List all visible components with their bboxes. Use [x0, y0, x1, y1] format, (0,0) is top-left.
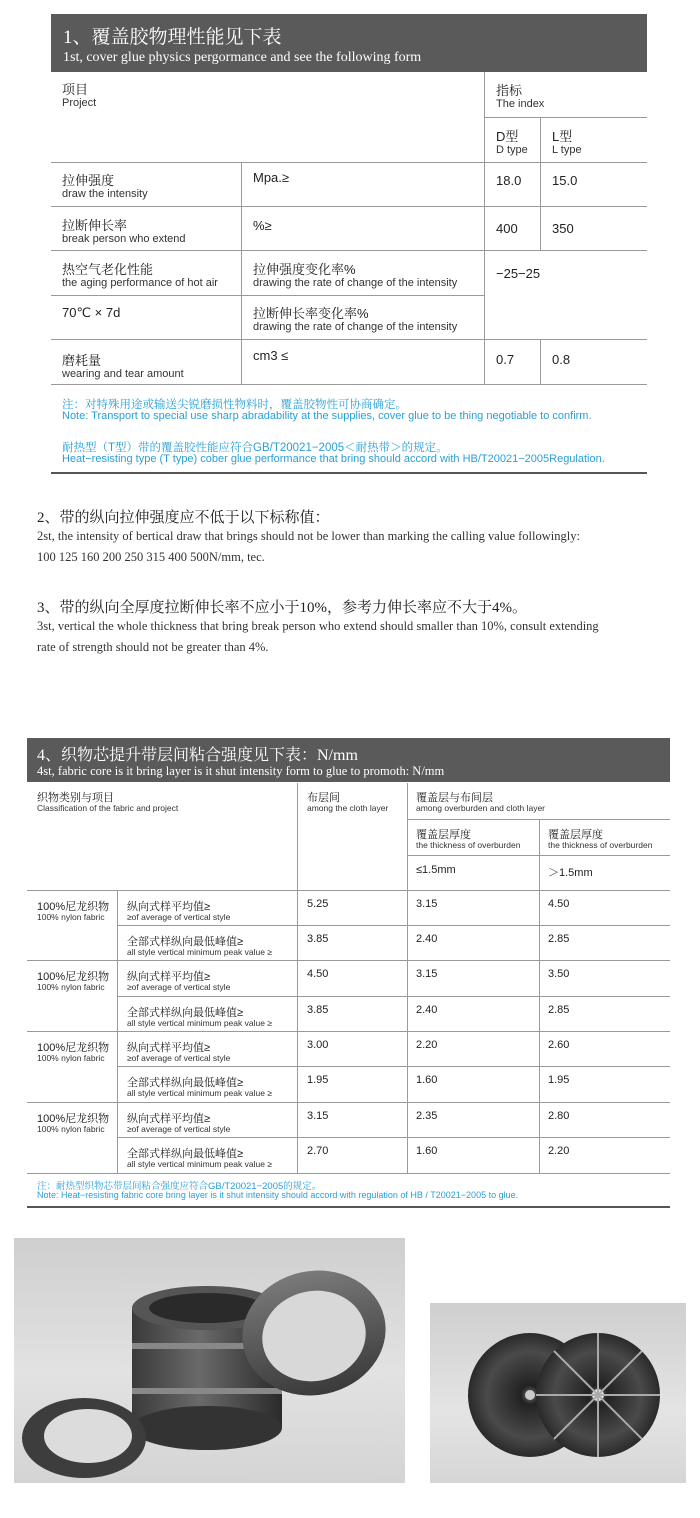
note2-en: Heat−resisting type (T type) cober glue performance that bring should accord with HB/T20021−2005Regulation.: [62, 453, 605, 465]
divider: [540, 117, 541, 162]
row-l-value: 0.8: [552, 352, 571, 367]
divider: [407, 783, 408, 1173]
divider: [540, 339, 541, 384]
item-en: all style vertical minimum peak value ≥: [127, 1159, 272, 1169]
row-label-zh: 热空气老化性能: [62, 262, 154, 277]
section1-title-zh: 1、覆盖胶物理性能见下表: [63, 27, 282, 48]
header-thickness-zh: 覆盖层厚度: [416, 829, 471, 841]
le-value: 3.15: [416, 898, 438, 910]
fabric-label-zh: 100%尼龙织物: [37, 1113, 110, 1125]
fabric-label-en: 100% nylon fabric: [37, 982, 105, 992]
section4-header-bar: [27, 738, 670, 782]
header-l-type-en: L type: [552, 144, 582, 156]
header-overburden-zh: 覆盖层与布间层: [416, 792, 493, 804]
le-value: 2.40: [416, 933, 438, 945]
row-label-en: the aging performance of hot air: [62, 277, 218, 289]
gt-value: 2.60: [548, 1039, 570, 1051]
header-thickness-en: the thickness of overburden: [416, 840, 521, 850]
divider: [27, 960, 670, 961]
note1-zh: 注：对特殊用途或输送尖锐磨损性物料时，覆盖胶物性可协商确定。: [62, 399, 407, 411]
header-index-en: The index: [496, 98, 545, 110]
divider: [117, 1137, 670, 1138]
row-unit: Mpa.≥: [253, 170, 290, 185]
divider: [27, 1173, 670, 1174]
product-photo-belt-coils: [430, 1303, 686, 1483]
le-value: 1.60: [416, 1074, 438, 1086]
divider: [27, 890, 670, 891]
le-value: 2.35: [416, 1110, 438, 1122]
item-en: all style vertical minimum peak value ≥: [127, 1018, 272, 1028]
header-le-15: ≤1.5mm: [416, 864, 456, 876]
divider: [117, 925, 670, 926]
header-cloth-en: among the cloth layer: [307, 803, 389, 813]
row-label-en: break person who extend: [62, 233, 186, 245]
header-class-zh: 织物类别与项目: [37, 792, 114, 804]
gt-value: 3.50: [548, 968, 570, 980]
gt-value: 2.85: [548, 933, 570, 945]
divider: [51, 384, 647, 385]
belt-coils-illustration: [430, 1303, 686, 1483]
item-zh: 全部式样纵向最低峰值≥: [127, 1077, 244, 1089]
divider: [117, 1066, 670, 1067]
header-l-type-zh: L型: [552, 129, 573, 144]
section2-en-line1: 2st, the intensity of bertical draw that brings should not be lower than marking the calling value followingly:: [37, 529, 580, 543]
row-label-zh: 70℃ × 7d: [62, 305, 121, 320]
row-unit: 拉断伸长率变化率%: [253, 306, 369, 321]
header-class-en: Classification of the fabric and project: [37, 803, 179, 813]
gt-value: 2.20: [548, 1145, 570, 1157]
row-unit: %≥: [253, 218, 272, 233]
gt-value: 2.85: [548, 1004, 570, 1016]
item-en: ≥of average of vertical style: [127, 912, 231, 922]
fabric-label-en: 100% nylon fabric: [37, 1053, 105, 1063]
row-d-value: 400: [496, 221, 518, 236]
cloth-value: 3.85: [307, 1004, 329, 1016]
merged-value: −25−25: [496, 266, 541, 281]
section1-title-en: 1st, cover glue physics pergormance and see the following form: [63, 50, 422, 65]
divider: [51, 162, 647, 163]
section4-title-en: 4st, fabric core is it bring layer is it shut intensity form to glue to promoth: N/mm: [37, 764, 445, 778]
item-en: ≥of average of vertical style: [127, 982, 231, 992]
divider: [51, 206, 647, 207]
header-cloth-zh: 布层间: [307, 792, 340, 804]
row-unit-en: drawing the rate of change of the intensity: [253, 277, 458, 289]
row-label-en: draw the intensity: [62, 188, 148, 200]
row-l-value: 15.0: [552, 173, 578, 188]
cloth-value: 3.15: [307, 1110, 329, 1122]
section1-header-bar: [51, 14, 647, 72]
cloth-value: 5.25: [307, 898, 329, 910]
divider: [484, 117, 647, 118]
note2-zh: 耐热型（T型）带的覆盖胶性能应符合GB/T20021−2005＜耐热带＞的规定。: [62, 442, 448, 454]
le-value: 2.20: [416, 1039, 438, 1051]
row-d-value: 18.0: [496, 173, 522, 188]
cloth-value: 3.85: [307, 933, 329, 945]
section4-bottom-rule: [27, 1206, 670, 1208]
row-unit: 拉伸强度变化率%: [253, 262, 356, 277]
header-overburden-en: among overburden and cloth layer: [416, 803, 545, 813]
item-zh: 纵向式样平均值≥: [127, 1042, 211, 1054]
divider: [51, 295, 484, 296]
row-d-value: 0.7: [496, 352, 515, 367]
product-photo-belt-rolls: [14, 1238, 405, 1483]
divider: [51, 339, 647, 340]
gt-value: 2.80: [548, 1110, 570, 1122]
le-value: 1.60: [416, 1145, 438, 1157]
header-d-type-en: D type: [496, 144, 528, 156]
fabric-label-zh: 100%尼龙织物: [37, 1042, 110, 1054]
item-en: all style vertical minimum peak value ≥: [127, 1088, 272, 1098]
fabric-label-en: 100% nylon fabric: [37, 912, 105, 922]
section2-zh: 2、带的纵向拉伸强度应不低于以下标称值：: [37, 510, 330, 526]
item-zh: 全部式样纵向最低峰值≥: [127, 1007, 244, 1019]
fabric-label-zh: 100%尼龙织物: [37, 901, 110, 913]
header-d-type-zh: D型: [496, 129, 519, 144]
divider: [484, 72, 485, 384]
item-zh: 全部式样纵向最低峰值≥: [127, 936, 244, 948]
divider: [297, 783, 298, 1173]
item-en: ≥of average of vertical style: [127, 1124, 231, 1134]
item-zh: 纵向式样平均值≥: [127, 971, 211, 983]
header-project-en: Project: [62, 97, 97, 109]
header-thickness-en: the thickness of overburden: [548, 840, 653, 850]
cloth-value: 3.00: [307, 1039, 329, 1051]
item-zh: 全部式样纵向最低峰值≥: [127, 1148, 244, 1160]
header-gt-15: ＞1.5mm: [548, 867, 593, 879]
divider: [241, 162, 242, 384]
cloth-value: 2.70: [307, 1145, 329, 1157]
section3-zh: 3、带的纵向全厚度拉断伸长率不应小于10%，参考力伸长率应不大于4%。: [37, 600, 527, 616]
item-en: all style vertical minimum peak value ≥: [127, 947, 272, 957]
header-index-zh: 指标: [496, 83, 523, 98]
row-l-value: 350: [552, 221, 574, 236]
section2-en-line2: 100 125 160 200 250 315 400 500N/mm, tec.: [37, 550, 265, 564]
divider: [117, 996, 670, 997]
cloth-value: 1.95: [307, 1074, 329, 1086]
section4-note-zh: 注：耐热型织物芯带层间粘合强度应符合GB/T20021−2005的规定。: [37, 1181, 322, 1192]
section1-bottom-rule: [51, 472, 647, 474]
item-zh: 纵向式样平均值≥: [127, 901, 211, 913]
section3-en-line1: 3st, vertical the whole thickness that bring break person who extend should smaller than 10%, consult extending: [37, 619, 599, 633]
le-value: 2.40: [416, 1004, 438, 1016]
fabric-label-zh: 100%尼龙织物: [37, 971, 110, 983]
gt-value: 4.50: [548, 898, 570, 910]
section3-en-line2: rate of strength should not be greater than 4%.: [37, 640, 269, 654]
cloth-value: 4.50: [307, 968, 329, 980]
item-en: ≥of average of vertical style: [127, 1053, 231, 1063]
divider: [27, 1102, 670, 1103]
item-zh: 纵向式样平均值≥: [127, 1113, 211, 1125]
row-label-zh: 磨耗量: [62, 353, 102, 368]
le-value: 3.15: [416, 968, 438, 980]
divider: [51, 250, 647, 251]
divider: [27, 1031, 670, 1032]
row-label-zh: 拉伸强度: [62, 173, 115, 188]
belt-rolls-illustration: [14, 1238, 405, 1483]
header-project-zh: 项目: [62, 82, 89, 97]
header-thickness-zh: 覆盖层厚度: [548, 829, 603, 841]
fabric-label-en: 100% nylon fabric: [37, 1124, 105, 1134]
divider: [407, 855, 670, 856]
row-unit-en: drawing the rate of change of the intensity: [253, 321, 458, 333]
divider: [407, 819, 670, 820]
row-label-zh: 拉断伸长率: [62, 218, 128, 233]
gt-value: 1.95: [548, 1074, 570, 1086]
row-label-en: wearing and tear amount: [62, 368, 184, 380]
note1-en: Note: Transport to special use sharp abradability at the supplies, cover glue to be thing negotiable to confirm.: [62, 410, 592, 422]
section4-title-zh: 4、织物芯提升带层间粘合强度见下表：N/mm: [37, 747, 358, 764]
section4-note-en: Note: Heat−resisting fabric core bring layer is it shut intensity should accord with regulation of HB / T20021−2005 to glue.: [37, 1190, 519, 1200]
row-unit: cm3 ≤: [253, 348, 289, 363]
